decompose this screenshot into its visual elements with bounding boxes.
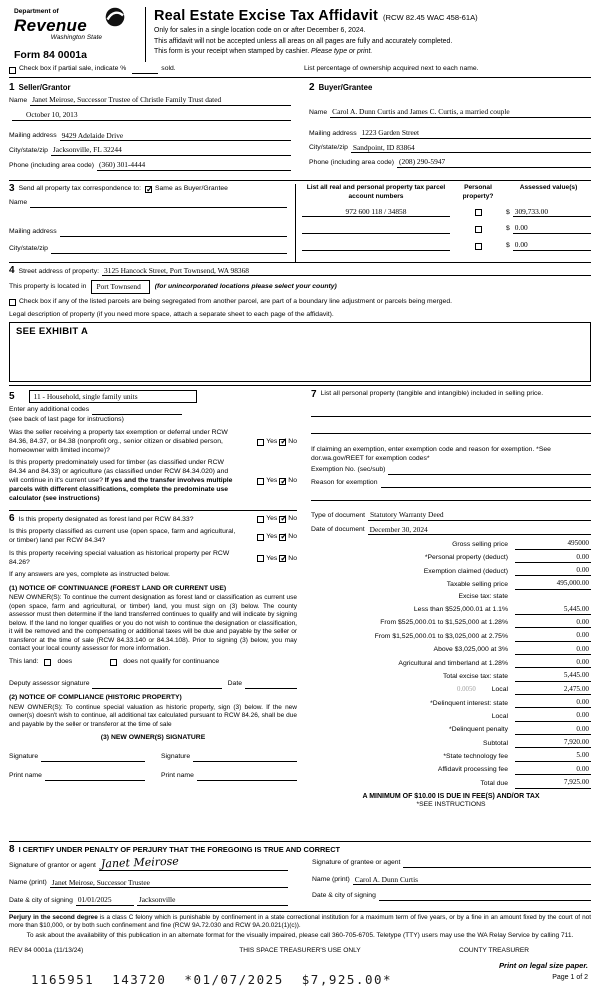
tax-row [311, 605, 591, 615]
notice3-title: (3) NEW OWNER(S) SIGNATURE [100, 734, 206, 742]
bottom-right-notes [499, 961, 588, 982]
parcel-numbers-header: List all real and personal property tax parcel account numbers [306, 184, 446, 200]
personal-property-checkbox-2[interactable] [475, 226, 482, 233]
seller-mailing-field[interactable]: 9429 Adelaide Drive [60, 131, 291, 142]
correspondence-mailing-label: Mailing address [9, 228, 57, 236]
revenue-logo-icon [105, 7, 125, 27]
seller-city-label: City/state/zip [9, 147, 48, 155]
exemption-note: If claiming an exemption, enter exemption code and reason for exemption. *See dor.wa.gov/REET for exemption codes* [311, 445, 551, 462]
tax-row [311, 566, 591, 576]
seller-title: Seller/Grantor [18, 83, 71, 93]
grantor-date-field[interactable]: 01/01/2025 [76, 895, 134, 906]
type-of-document-label: Type of document [311, 511, 366, 519]
partial-sale-checkbox[interactable] [9, 67, 16, 74]
tax-value[interactable]: 0.00 [515, 618, 591, 628]
section-selling-price-column [311, 390, 591, 837]
tax-row [311, 539, 591, 549]
grantee-signature-label: Signature of grantee or agent [312, 858, 401, 866]
seller-city-field[interactable]: Jacksonville, FL 32244 [51, 145, 291, 156]
parcel-table [295, 184, 591, 261]
s6-q2-no-checkbox[interactable] [279, 534, 286, 541]
tax-value[interactable]: 0.00 [515, 725, 591, 735]
tax-value[interactable]: 7,925.00 [515, 778, 591, 788]
local-label: Local [491, 686, 508, 694]
tax-row [311, 671, 591, 681]
tax-value[interactable]: 5.00 [515, 751, 591, 761]
local-rate-value: 0.0050 [457, 686, 476, 694]
parties-section [9, 80, 591, 180]
new-owner-signature-field-2[interactable] [193, 753, 297, 762]
tax-label: Taxable selling price [446, 580, 508, 588]
tax-label: Less than $525,000.01 at 1.1% [413, 606, 508, 614]
seller-phone-label: Phone (including area code) [9, 161, 95, 169]
date-of-document-label: Date of document [311, 526, 365, 534]
tax-label: Above $3,025,000 at 3% [433, 646, 508, 654]
tax-label: Subtotal [483, 739, 508, 747]
parcel-number-field-2[interactable] [302, 223, 450, 234]
tax-label: Exemption claimed (deduct) [423, 567, 508, 575]
reason-exemption-field-2[interactable] [311, 492, 591, 501]
tax-row [311, 751, 591, 761]
additional-codes-field[interactable] [92, 407, 182, 416]
additional-codes-label: Enter any additional codes [9, 406, 90, 414]
dollar-sign: $ [506, 225, 510, 233]
tax-value[interactable]: 5,445.00 [515, 605, 591, 615]
tax-row [311, 778, 591, 788]
header-note-3-text: This form is your receipt when stamped by cashier. [154, 48, 310, 56]
form-header [9, 7, 591, 62]
correspondence-block [9, 184, 295, 261]
tax-value[interactable]: 0.00 [515, 698, 591, 708]
grantor-signature-label: Signature of grantor or agent [9, 861, 96, 869]
tax-row [311, 725, 591, 735]
parcel-number-field-3[interactable] [302, 240, 450, 251]
perjury-lead: Perjury in the second degree [9, 913, 98, 921]
located-in-label: This property is located in [9, 282, 87, 290]
type-of-document-field[interactable]: Statutory Warranty Deed [368, 510, 591, 521]
header-note-1: Only for sales in a single location code on or after December 6, 2024. [154, 27, 366, 35]
tax-value[interactable]: 0.00 [515, 631, 591, 641]
cashier-stamp: 1165951 143720 *01/07/2025 $7,925.00* [31, 971, 393, 987]
section3-number: 3 [9, 183, 15, 195]
new-owner-signature-field-1[interactable] [41, 753, 145, 762]
s6-q1-no-checkbox[interactable] [279, 516, 286, 523]
correspondence-city-label: City/state/zip [9, 244, 48, 252]
partial-sale-label: Check box if partial sale, indicate % [19, 65, 127, 73]
tax-value[interactable]: 0.00 [515, 658, 591, 668]
grantor-signature-value: Janet Meirose [100, 854, 179, 871]
date-of-document-field[interactable]: December 30, 2024 [368, 525, 591, 536]
s6-q3-no-checkbox[interactable] [279, 555, 286, 562]
deputy-date-label: Date [227, 680, 242, 688]
exemption-no-label: Exemption No. (sec/sub) [311, 466, 386, 474]
tax-row [311, 698, 591, 708]
s6-question-2: Is this property classified as current use (open space, farm and agricultural, or timber) land per RCW 84.34? [9, 528, 236, 545]
s5-q1-yes-checkbox[interactable] [257, 439, 264, 446]
section2-number: 2 [309, 82, 315, 94]
tax-value[interactable]: 0.00 [515, 765, 591, 775]
tax-value[interactable]: 5,445.00 [515, 671, 591, 681]
buyer-name-field[interactable]: Carol A. Dunn Curtis and James C. Curtis, a married couple [330, 107, 591, 118]
s6-q3-yes-label: Yes [266, 554, 278, 562]
s5-q2-no-label: No [288, 477, 297, 485]
s6-q3-no-label: No [288, 554, 297, 562]
s6-q1-text: Is this property designated as forest land per RCW 84.33? [18, 515, 194, 523]
parcel-number-field[interactable]: 972 600 118 / 34858 [302, 207, 450, 218]
seller-phone-field[interactable]: (360) 301-4444 [97, 160, 291, 171]
land-qualify-row [9, 658, 297, 667]
land-does-not-label: does not qualify for continuance [123, 658, 220, 666]
s6-q1-no-label: No [288, 514, 297, 522]
street-address-label: Street address of property: [18, 267, 100, 275]
section-seller [9, 83, 291, 179]
correspondence-city-field[interactable] [51, 245, 287, 254]
tax-label: Agricultural and timberland at 1.28% [398, 659, 508, 667]
rev-number: REV 84 0001a (11/13/24) [9, 947, 84, 954]
tax-row [311, 645, 591, 655]
new-owner-signature-label-2: Signature [161, 753, 191, 761]
personal-property-checkbox-3[interactable] [475, 243, 482, 250]
grantee-signature-field[interactable] [403, 859, 591, 868]
see-instructions-note: *SEE INSTRUCTIONS [416, 800, 486, 808]
buyer-city-label: City/state/zip [309, 144, 348, 152]
same-as-buyer-checkbox[interactable] [145, 186, 152, 193]
section-certification [9, 841, 591, 908]
land-use-code-value: 11 - Household, single family units [33, 391, 138, 401]
correspondence-mailing-field[interactable] [60, 228, 287, 237]
street-address-field[interactable]: 3125 Hancock Street, Port Townsend, WA 98368 [102, 266, 591, 277]
treasurer-space-label: THIS SPACE TREASURER'S USE ONLY [239, 947, 361, 954]
tax-label: *Delinquent penalty [449, 726, 508, 734]
seller-name-field[interactable]: Janet Meirose, Successor Trustee of Christle Family Trust dated [30, 95, 291, 106]
s6-q2-yes-checkbox[interactable] [257, 534, 264, 541]
section6-number: 6 [9, 512, 15, 524]
s6-q3-yes-checkbox[interactable] [257, 555, 264, 562]
dollar-sign: $ [506, 241, 510, 249]
correspondence-name-field[interactable] [30, 200, 287, 209]
grantor-city-field[interactable]: Jacksonville [137, 895, 288, 906]
section1-number: 1 [9, 82, 15, 94]
type-or-print-note: Please type or print. [311, 48, 373, 56]
tax-table [311, 539, 591, 788]
this-land-label: This land: [9, 658, 39, 666]
tax-value[interactable]: 495,000.00 [515, 579, 591, 589]
footer-row [9, 947, 591, 956]
tax-value[interactable]: 2,475.00 [515, 685, 591, 695]
notice2-body: NEW OWNER(S): To continue special valuation as historic property, sign (3) below. If the new owner(s) doesn't wish to continue, all additional tax calculated pursuant to RCW 84.26, shall be due and payable by the seller or transferor at the time of sale [9, 703, 297, 728]
dept-of-label: Department of [14, 8, 59, 15]
topbar [9, 65, 591, 78]
location-select[interactable] [91, 280, 149, 294]
buyer-name-label: Name [309, 109, 328, 117]
land-does-label: does [57, 658, 73, 666]
tax-value[interactable]: 495000 [515, 539, 591, 549]
form-number: Form 84 0001a [14, 48, 87, 61]
tax-row [311, 658, 591, 668]
tax-row [311, 553, 591, 563]
s5-q2-no-checkbox[interactable] [279, 478, 286, 485]
grantee-name-print-field[interactable]: Carol A. Dunn Curtis [353, 875, 591, 886]
s6-instruction: If any answers are yes, complete as instructed below. [9, 570, 170, 578]
s6-q1-yes-label: Yes [266, 514, 278, 522]
tax-label: Local [491, 712, 508, 720]
correspondence-name-label: Name [9, 199, 28, 207]
alternate-format-note: To ask about the availability of this publication in an alternate format for the visually impaired, please call 360-705-6705. Teletype (TTY) users may use the WA Relay Service by calling 711. [26, 932, 574, 940]
tax-label: Total excise tax: state [443, 672, 508, 680]
grantor-certification [9, 854, 288, 908]
seller-name-field-line2[interactable]: October 10, 2013 [12, 110, 291, 121]
tax-row [311, 685, 591, 695]
buyer-city-field[interactable]: Sandpoint, ID 83864 [351, 143, 591, 154]
grantor-signature-field[interactable] [99, 854, 288, 871]
tax-label: *State technology fee [443, 753, 508, 761]
certify-statement: I CERTIFY UNDER PENALTY OF PERJURY THAT THE FOREGOING IS TRUE AND CORRECT [18, 844, 341, 854]
personal-property-checkbox-1[interactable] [475, 209, 482, 216]
personal-property-list-field-1[interactable] [311, 408, 591, 417]
s6-question-1 [9, 514, 238, 525]
tax-row [311, 738, 591, 748]
minimum-due-note: A MINIMUM OF $10.00 IS DUE IN FEE(S) AND/OR TAX [362, 792, 540, 800]
s6-q2-no-label: No [288, 532, 297, 540]
assessed-value-field-2[interactable]: 0.00 [513, 223, 591, 234]
tax-row [311, 765, 591, 775]
s6-q2-yes-label: Yes [266, 532, 278, 540]
assessed-value-field-1[interactable]: 309,733.00 [513, 207, 591, 218]
deputy-assessor-signature-field[interactable] [92, 681, 221, 690]
title-rcw: (RCW 82.45 WAC 458-61A) [383, 13, 478, 22]
deputy-date-field[interactable] [245, 681, 297, 690]
dollar-sign: $ [506, 208, 510, 216]
agency-name: Revenue [14, 15, 87, 35]
section7-number: 7 [311, 388, 317, 400]
grantor-name-print-label: Name (print) [9, 879, 47, 887]
header-note-3 [154, 48, 591, 57]
legal-size-note: Print on legal size paper. [498, 961, 588, 971]
partial-sale-percent-field[interactable] [132, 66, 158, 75]
grantee-date-city-label: Date & city of signing [312, 892, 376, 900]
tax-label: Total due [480, 779, 508, 787]
notice1-title: (1) NOTICE OF CONTINUANCE (FOREST LAND OR CURRENT USE) [9, 584, 227, 592]
buyer-title: Buyer/Grantee [318, 83, 373, 93]
reason-exemption-label: Reason for exemption [311, 479, 378, 487]
s7-intro-row [311, 390, 591, 400]
seller-mailing-label: Mailing address [9, 132, 57, 140]
tax-label: Excise tax: state [458, 592, 508, 600]
section4-number: 4 [9, 265, 15, 277]
assessed-value-header: Assessed value(s) [519, 184, 578, 192]
s5-q2-text: Is this property predominately used for timber (as classified under RCW 84.34 and 84.33) or agriculture (as classified under RCW 84.34.020) and will continue in it's current use? [9, 459, 229, 485]
legal-description-value: SEE EXHIBIT A [16, 325, 89, 337]
section-forest-land [9, 510, 297, 785]
section-5-6-column [9, 390, 297, 837]
s5-q1-yes-label: Yes [266, 437, 278, 445]
section8-number: 8 [9, 843, 15, 855]
tax-label: *Personal property (deduct) [424, 554, 508, 562]
new-owner-print-label-1: Print name [9, 771, 42, 779]
notice1-body: NEW OWNER(S): To continue the current designation as forest land or classification as current use (open space, farm and agricultural, or timber) land, you must sign on (3) below. The county assessor must then determine if the land transferred continues to qualify and will indicate by signing below. If the land no longer qualifies or you do not wish to continue the designation or classification, it will be removed and the compensating or additional taxes will be due and payable by the seller or transferor at the time of sale (RCW 84.33.140 or 84.34.108). Prior to signing (3) below, you may contact your local county assessor for more information. [9, 594, 297, 653]
deputy-assessor-label: Deputy assessor signature [9, 680, 90, 688]
seller-name-label: Name [9, 97, 28, 105]
s5-question-2 [9, 459, 238, 503]
segregated-label: Check box if any of the listed parcels are being segregated from another parcel, are part of a boundary line adjustment or parcels being merged. [19, 298, 452, 306]
section-correspondence-parcels [9, 180, 591, 261]
tax-label: From $1,525,000.01 to $3,025,000 at 2.75% [374, 632, 508, 640]
title-block [145, 7, 591, 62]
tax-value[interactable]: 7,920.00 [515, 738, 591, 748]
grantor-date-city-label: Date & city of signing [9, 896, 73, 904]
page-number: Page 1 of 2 [552, 973, 588, 981]
perjury-notice [9, 911, 591, 931]
page-title: Real Estate Excise Tax Affidavit [154, 8, 378, 24]
tax-value[interactable]: 0.00 [515, 711, 591, 721]
agency-brand [9, 7, 141, 62]
perjury-text: is a class C felony which is punishable by confinement in a state correctional institution for a maximum term of five years, or by a fine in an amount fixed by the court of not more than $10,000, or by both such confinement and fine (RCW 9A.72.030 and RCW 9A.20.021(1)(c)). [9, 913, 591, 930]
s5-q2-bold-text: If yes and the transfer involves multiple parcels with different classifications, complete the predominate use calculator (see instructions) [9, 477, 233, 502]
tax-label [311, 686, 515, 695]
buyer-phone-label: Phone (including area code) [309, 159, 395, 167]
s5-q1-no-label: No [288, 437, 297, 445]
section-property-location [9, 262, 591, 382]
tax-row [311, 711, 591, 721]
legal-description-label: Legal description of property (if you need more space, attach a separate sheet to each page of the affidavit). [9, 310, 334, 318]
additional-codes-note: (see back of last page for instructions) [9, 416, 124, 424]
section-buyer [309, 83, 591, 179]
tax-value[interactable]: 0.00 [515, 566, 591, 576]
grantee-name-print-label: Name (print) [312, 876, 350, 884]
new-owner-print-field-2[interactable] [197, 772, 297, 781]
personal-property-header: Personal property? [462, 184, 494, 200]
land-use-code-select[interactable] [29, 390, 197, 404]
send-correspondence-label: Send all property tax correspondence to: [18, 185, 141, 193]
personal-property-list-field-2[interactable] [311, 425, 591, 434]
tax-row [311, 618, 591, 628]
s5-q1-no-checkbox[interactable] [279, 439, 286, 446]
tax-value [515, 593, 591, 602]
partial-sale-suffix: sold. [161, 65, 176, 73]
segregated-checkbox[interactable] [9, 299, 16, 306]
reason-exemption-field[interactable] [381, 480, 592, 489]
notice2-title: (2) NOTICE OF COMPLIANCE (HISTORIC PROPERTY) [9, 694, 182, 702]
use-and-tax-section [9, 385, 591, 837]
new-owner-print-field-1[interactable] [45, 772, 145, 781]
tax-label: From $525,000.01 to $1,525,000 at 1.28% [380, 619, 508, 627]
tax-label: Gross selling price [452, 540, 508, 548]
s6-question-3: Is this property receiving special valuation as historical property per RCW 84.26? [9, 550, 230, 566]
tax-row [311, 579, 591, 589]
land-does-not-checkbox[interactable] [110, 659, 117, 666]
buyer-phone-field[interactable]: (208) 290-5947 [397, 157, 591, 168]
land-does-checkbox[interactable] [44, 659, 51, 666]
grantee-date-city-field[interactable] [379, 892, 591, 901]
ownership-note: List percentage of ownership acquired next to each name. [304, 65, 479, 73]
new-owner-print-label-2: Print name [161, 771, 194, 779]
tax-value[interactable]: 0.00 [515, 645, 591, 655]
tax-label: *Delinquent interest: state [430, 699, 508, 707]
new-owner-signature-label-1: Signature [9, 753, 39, 761]
location-select-value: Port Townsend [96, 282, 141, 292]
tax-row [311, 631, 591, 641]
county-treasurer-label: COUNTY TREASURER [458, 947, 530, 954]
tax-value[interactable]: 0.00 [515, 553, 591, 563]
s6-q1-yes-checkbox[interactable] [257, 516, 264, 523]
grantor-name-print-field[interactable]: Janet Meirose, Successor Trustee [50, 878, 288, 889]
unincorporated-note: (for unincorporated locations please select your county) [154, 282, 337, 290]
tax-label: Affidavit processing fee [437, 766, 508, 774]
header-note-2: This affidavit will not be accepted unless all areas on all pages are fully and accurately completed. [154, 37, 453, 45]
s5-q2-yes-checkbox[interactable] [257, 478, 264, 485]
exemption-no-field[interactable] [388, 467, 591, 476]
buyer-mailing-label: Mailing address [309, 129, 357, 137]
grantee-certification [312, 859, 591, 908]
same-as-buyer-label: Same as Buyer/Grantee [154, 185, 228, 193]
agency-state: Washington State [50, 34, 102, 42]
legal-description-box[interactable] [9, 322, 591, 382]
buyer-mailing-field[interactable]: 1223 Garden Street [360, 128, 591, 139]
section5-number: 5 [9, 390, 15, 402]
s5-q2-yes-label: Yes [266, 477, 278, 485]
s7-intro: List all personal property (tangible and intangible) included in selling price. [320, 389, 544, 397]
tax-row [311, 593, 591, 602]
assessed-value-field-3[interactable]: 0.00 [513, 240, 591, 251]
s5-question-1: Was the seller receiving a property tax exemption or deferral under RCW 84.36, 84.37, or 84.38 (nonprofit org., senior citizen or disabled person, homeowner with limited income)? [9, 428, 228, 454]
